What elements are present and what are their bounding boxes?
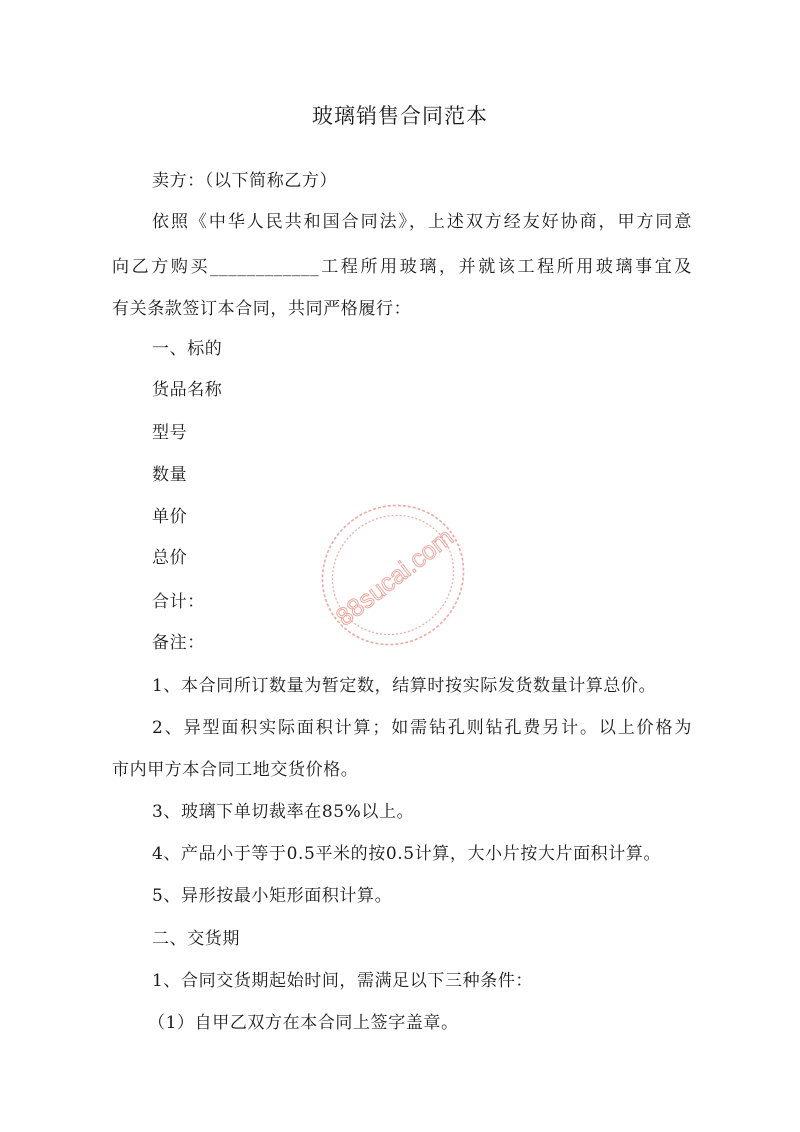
field-sum: 合计：	[152, 592, 205, 612]
field-unit-price: 单价	[152, 507, 188, 527]
note-1: 1、本合同所订数量为暂定数，结算时按实际发货数量计算总价。	[152, 676, 657, 696]
delivery-condition-intro: 1、合同交货期起始时间，需满足以下三种条件：	[152, 971, 534, 991]
field-total-price: 总价	[152, 548, 188, 568]
intro-line-3: 有关条款签订本合同，共同严格履行：	[112, 299, 412, 319]
note-3: 3、玻璃下单切裁率在85%以上。	[152, 802, 415, 822]
seller-line: 卖方：（以下简称乙方）	[152, 171, 338, 191]
note-5: 5、异形按最小矩形面积计算。	[152, 886, 393, 906]
remarks-label: 备注：	[152, 633, 205, 653]
delivery-condition-1: （1）自甲乙双方在本合同上签字盖章。	[148, 1013, 459, 1033]
intro-line-2: 向乙方购买____________工程所用玻璃，并就该工程所用玻璃事宜及	[112, 257, 692, 277]
note-2-line-2: 市内甲方本合同工地交货价格。	[112, 760, 359, 780]
watermark-text: 88sucai.com	[330, 523, 459, 632]
section-1-heading: 一、标的	[152, 339, 223, 359]
note-4: 4、产品小于等于0.5平米的按0.5计算，大小片按大片面积计算。	[152, 844, 662, 864]
note-2-line-1: 2、异型面积实际面积计算；如需钻孔则钻孔费另计。以上价格为	[152, 718, 692, 738]
section-2-heading: 二、交货期	[152, 929, 240, 949]
intro-line-1: 依照《中华人民共和国合同法》，上述双方经友好协商，甲方同意	[152, 212, 692, 232]
document-title: 玻璃销售合同范本	[312, 104, 488, 128]
field-goods-name: 货品名称	[152, 380, 223, 400]
field-quantity: 数量	[152, 465, 188, 485]
field-model: 型号	[152, 423, 188, 443]
